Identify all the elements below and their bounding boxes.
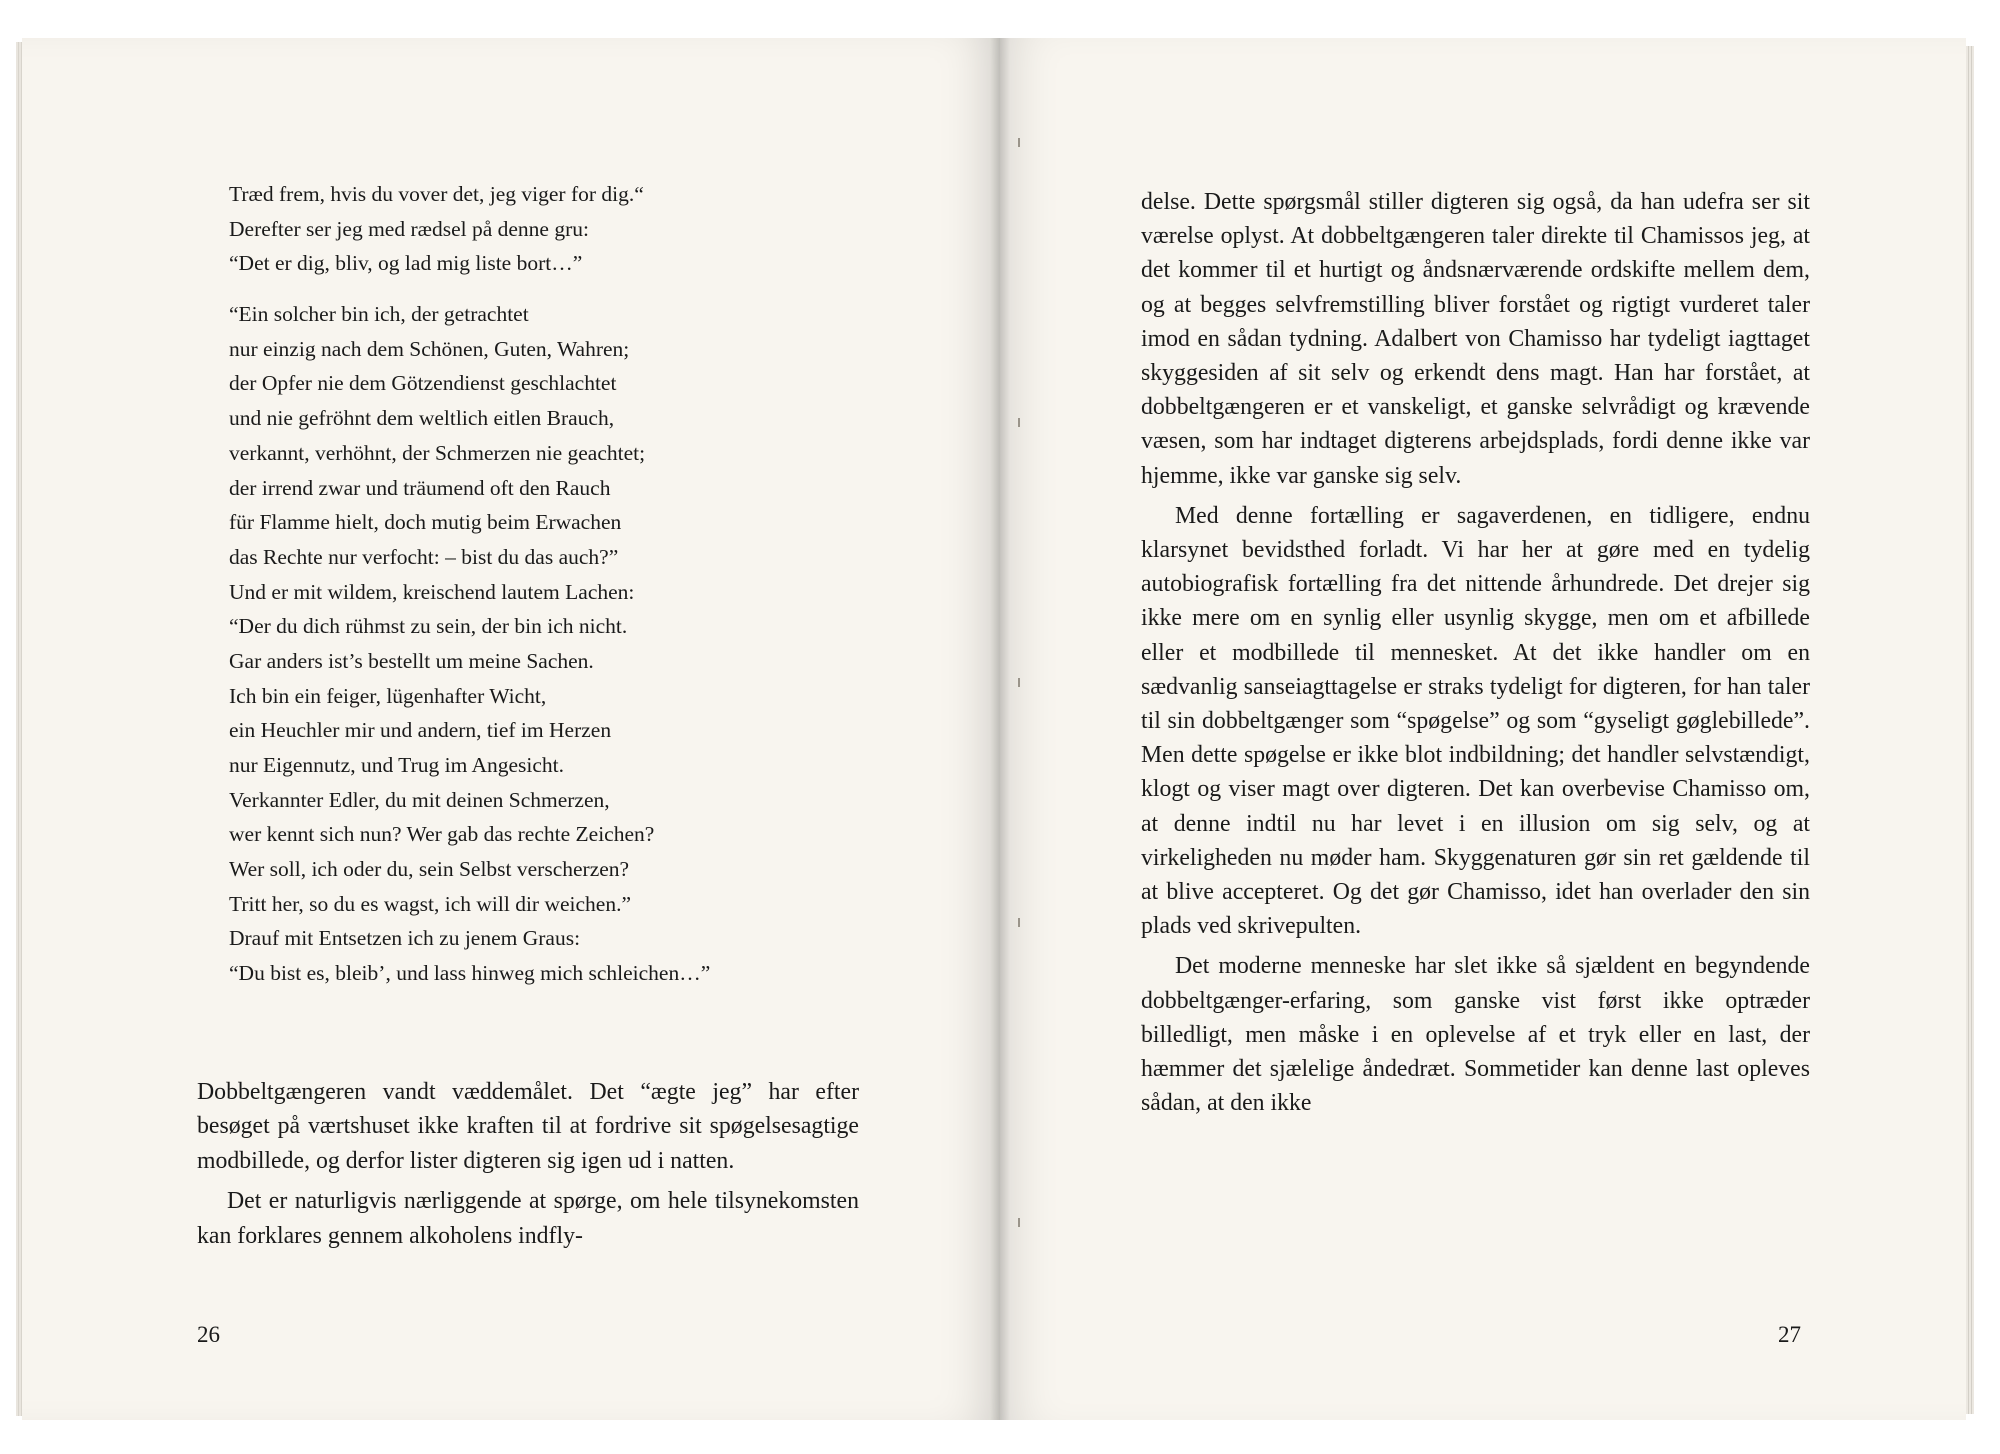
verse-line: “Det er dig, bliv, og lad mig liste bort…” — [229, 251, 583, 276]
paragraph: delse. Dette spørgsmål stiller digteren sig også, da han udefra ser sit værelse oplyst. At dobbeltgængeren taler direkte til Chamissos jeg, at det kommer til et hurtigt og åndsnærværende ordskifte mellem dem, og at begges selvfremstilling bliver forstået og rigtigt vurderet taler imod en sådan tydning. Adalbert von Chamisso har tydeligt iagttaget skyggesiden af sit selv og erkendt dens magt. Han har forstået, at dobbeltgængeren er et vanskeligt, et ganske selvrådigt og krævende væsen, som har indtaget digterens arbejdsplads, fordi denne ikke var hjemme, ikke var ganske sig selv. — [1141, 189, 1810, 489]
verse-line: für Flamme hielt, doch mutig beim Erwachen — [229, 510, 622, 535]
verse-line: Tritt her, so du es wagst, ich will dir weichen.” — [229, 891, 632, 916]
right-page — [1000, 38, 1966, 1420]
verse-line: “Du bist es, bleib’, und lass hinweg mich schleichen…” — [229, 961, 711, 986]
page-number-left: 26 — [197, 1322, 220, 1347]
paragraph: Med denne fortælling er sagaverdenen, en tidligere, endnu klarsynet bevidsthed forladt. Vi har her at gøre med en tydelig autobiografisk fortælling fra det nittende århundrede. Det drejer sig ikke mere om en synlig eller usynlig skygge, men om et afbillede eller et modbillede til mennesket. At det ikke handler om en sædvanlig sanseiagttagelse er straks tydeligt for digteren, for han taler til sin dobbeltgænger som “spøgelse” og som “gyseligt gøglebillede”. Men dette spøgelse er ikke blot indbildning; det handler selvstændigt, klogt og viser magt over digteren. Det kan overbevise Chamisso om, at denne indtil nu har levet i en illusion om sig selv, og at virkeligheden nu møder ham. Skyggenaturen gør sin ret gældende til at blive accepteret. Og det gør Chamisso, idet han overlader den sin plads ved skrivepulten. — [1141, 502, 1810, 940]
page-number-right: 27 — [1778, 1322, 1801, 1347]
verse-block — [229, 177, 849, 991]
open-book — [22, 38, 1966, 1420]
verse-line: Ich bin ein feiger, lügenhafter Wicht, — [229, 683, 547, 708]
paragraph: Det moderne menneske har slet ikke så sjældent en begyndende dobbeltgænger-erfaring, som ganske vist først ikke optræder billedligt, men måske i en oplevelse af et tryk eller en last, der hæmmer det sjælelige åndedræt. Sommetider kan denne last opleves sådan, at den ikke — [1141, 953, 1810, 1117]
paragraph: Dobbeltgængeren vandt væddemålet. Det “ægte jeg” har efter besøget på værtshuset ikke kraften til at fordrive sit spøgelsesagtige modbillede, og derfor lister digteren sig igen ud i natten. — [197, 1079, 859, 1174]
verse-line: Gar anders ist’s bestellt um meine Sachen. — [229, 648, 594, 673]
binding-stitch — [1018, 678, 1020, 687]
verse-line: Træd frem, hvis du vover det, jeg viger for dig.“ — [229, 182, 644, 206]
verse-line: wer kennt sich nun? Wer gab das rechte Zeichen? — [229, 822, 655, 847]
verse-line: Derefter ser jeg med rædsel på denne gru: — [229, 216, 589, 241]
verse-line: das Rechte nur verfocht: – bist du das auch?” — [229, 544, 619, 569]
verse-line: verkannt, verhöhnt, der Schmerzen nie geachtet; — [229, 440, 646, 465]
binding-stitch — [1018, 1218, 1020, 1227]
verse-line: der Opfer nie dem Götzendienst geschlachtet — [229, 371, 617, 396]
verse-line: nur Eigennutz, und Trug im Angesicht. — [229, 753, 565, 777]
verse-line: Wer soll, ich oder du, sein Selbst verscherzen? — [229, 857, 630, 882]
verse-line: der irrend zwar und träumend oft den Rauch — [229, 475, 611, 500]
paragraph: Det er naturligvis nærliggende at spørge, om hele tilsynekomsten kan forklares gennem alkoholens indfly- — [197, 1188, 859, 1249]
verse-line: Drauf mit Entsetzen ich zu jenem Graus: — [229, 926, 581, 951]
binding-stitch — [1018, 418, 1020, 427]
verse-line: Verkannter Edler, du mit deinen Schmerzen, — [229, 787, 610, 812]
left-prose — [197, 1075, 859, 1253]
verse-line: und nie gefröhnt dem weltlich eitlen Brauch, — [229, 406, 615, 431]
binding-stitch — [1018, 138, 1020, 147]
verse-line: nur einzig nach dem Schönen, Guten, Wahren; — [229, 336, 630, 361]
left-page — [22, 38, 1000, 1420]
book-gutter — [990, 38, 1010, 1420]
right-prose — [1141, 185, 1810, 1120]
binding-stitch — [1018, 918, 1020, 927]
verse-line: “Der du dich rühmst zu sein, der bin ich nicht. — [229, 614, 628, 639]
verse-line: “Ein solcher bin ich, der getrachtet — [229, 302, 529, 327]
verse-line: Und er mit wildem, kreischend lautem Lachen: — [229, 579, 635, 604]
verse-line: ein Heuchler mir und andern, tief im Herzen — [229, 718, 612, 743]
